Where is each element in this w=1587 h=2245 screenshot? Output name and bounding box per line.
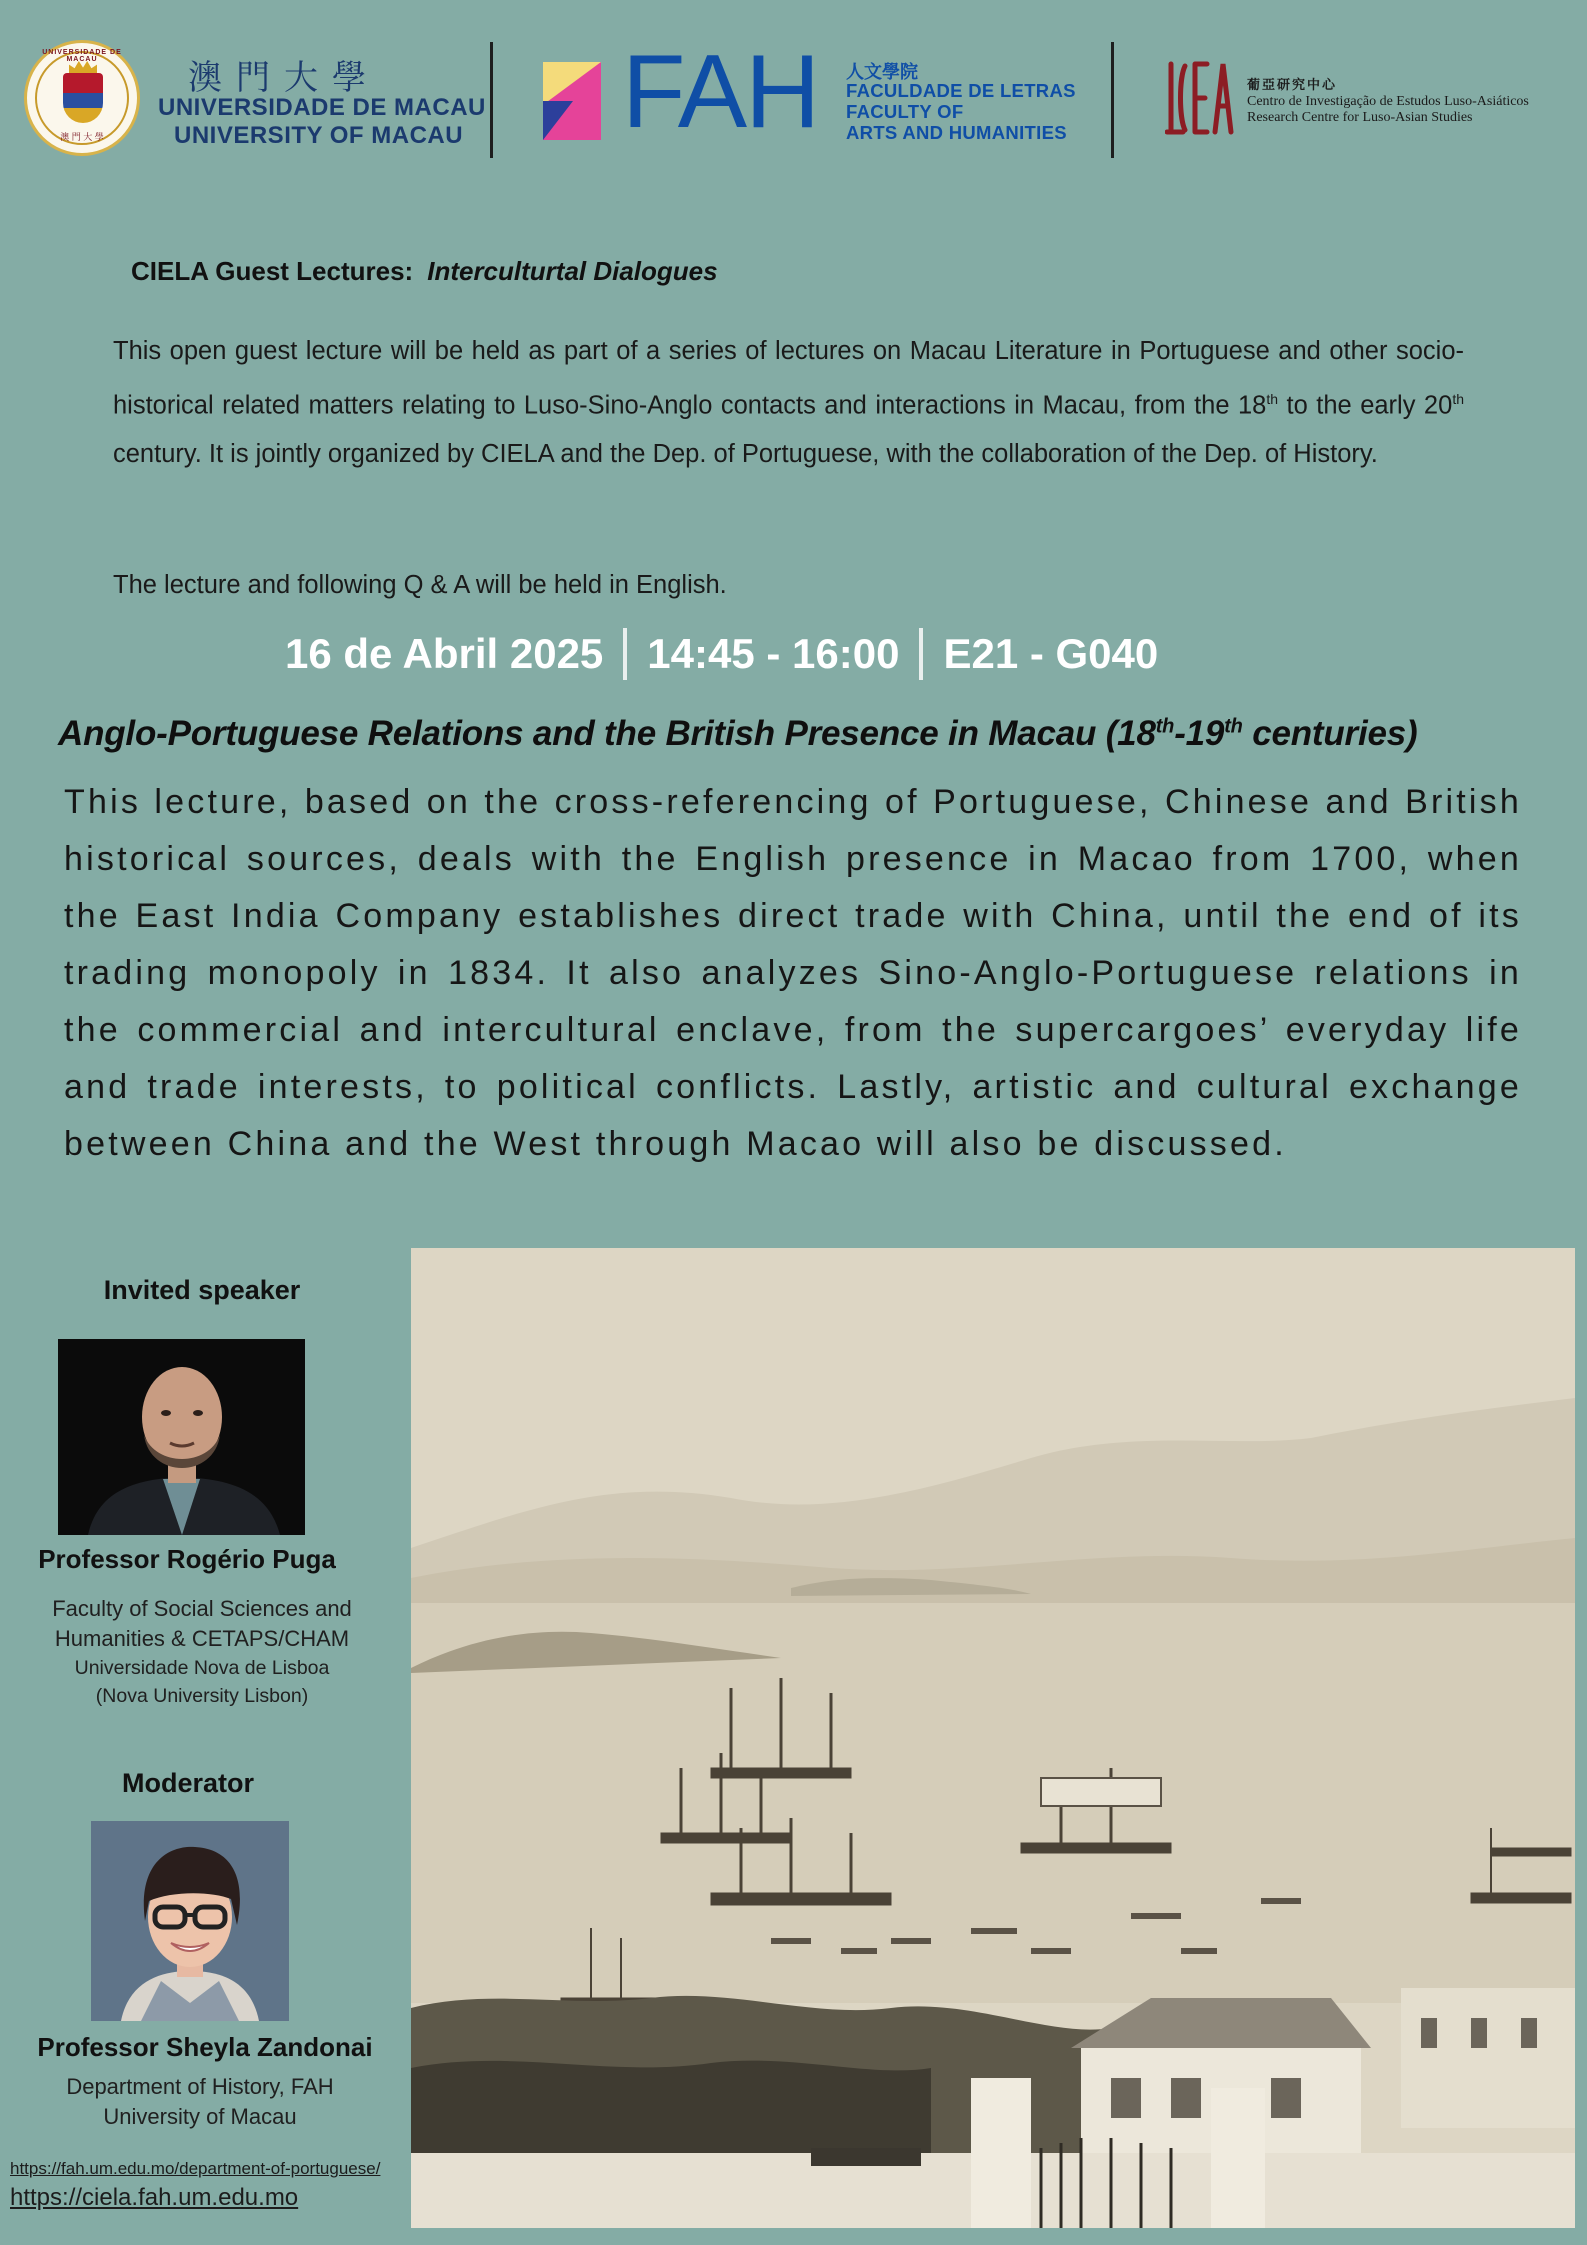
lecture-abstract: This lecture, based on the cross-referencing of Portuguese, Chinese and British historical sources, deals with the English presence in Macao from 1700, when the East India Company establishes direct trade with China, until the end of its trading monopoly in 1834. It also analyzes Sino-Anglo-Portuguese relations in the commercial and intercultural enclave, from the supercargoes’ everyday life and trade interests, to political conflicts. Lastly, artistic and cultural exchange between China and the West through Macao will also be discussed. [64, 783, 1522, 1163]
fah-name-english-1: FACULTY OF [846, 101, 964, 122]
portuguese-department-link[interactable]: https://fah.um.edu.mo/department-of-portuguese/ [10, 2159, 381, 2178]
speaker-aff-line: Humanities & CETAPS/CHAM [54, 1626, 350, 1651]
info-separator [919, 628, 923, 680]
moderator-label: Moderator [121, 1768, 254, 1798]
event-date: 16 de Abril 2025 [285, 630, 604, 677]
lecture-title [58, 714, 1418, 754]
ciela-logo-mark [1165, 58, 1237, 138]
language-note: The lecture and following Q & A will be held in English. [113, 571, 727, 599]
moderator-aff-line: University of Macau [103, 2104, 297, 2129]
event-time: 14:45 - 16:00 [647, 630, 900, 677]
header-divider [490, 42, 493, 158]
speaker-name: Professor Rogério Puga [38, 1544, 336, 1574]
seal-text-top: UNIVERSIDADE DE MACAU [42, 49, 122, 63]
title-sup: th [1224, 715, 1243, 738]
speaker-aff-line: (Nova University Lisbon) [95, 1685, 309, 1707]
fah-wordmark: FAH [622, 34, 819, 150]
title-text-b: -19 [1174, 714, 1225, 753]
title-text-a: Anglo-Portuguese Relations and the British Presence in Macau (18 [58, 714, 1156, 753]
speaker-aff-line: Faculty of Social Sciences and [52, 1596, 352, 1621]
series-label: CIELA Guest Lectures: [131, 256, 414, 286]
um-name-chinese: 澳門大學 [188, 58, 380, 98]
fah-name-english-2: ARTS AND HUMANITIES [846, 122, 1067, 143]
moderator-name: Professor Sheyla Zandonai [37, 2032, 373, 2062]
ciela-website-link[interactable]: https://ciela.fah.um.edu.mo [10, 2184, 299, 2211]
intro-text-c: century. It is jointly organized by CIELA and the Dep. of Portuguese, with the collaboration of the Dep. of History. [113, 439, 1378, 468]
speaker-photo [58, 1339, 305, 1535]
intro-text-a: This open guest lecture will be held as part of a series of lectures on Macau Literature in Portuguese and other socio-historical related matters relating to Luso-Sino-Anglo contacts and interactions in Macau, from the 18 [113, 337, 1464, 420]
um-name-english: UNIVERSITY OF MACAU [174, 122, 464, 149]
speaker-aff-line: Universidade Nova de Lisboa [74, 1657, 330, 1679]
um-name-portuguese: UNIVERSIDADE DE MACAU [158, 94, 486, 121]
moderator-aff-line: Department of History, FAH [66, 2074, 334, 2099]
series-name: Interculturtal Dialogues [427, 256, 718, 286]
event-venue: E21 - G040 [943, 630, 1159, 677]
fah-name-portuguese: FACULDADE DE LETRAS [846, 80, 1076, 101]
ciela-name-portuguese: Centro de Investigação de Estudos Luso-Asiáticos [1247, 94, 1529, 109]
ciela-name-english: Research Centre for Luso-Asian Studies [1247, 110, 1473, 125]
university-of-macau-seal-logo [24, 40, 140, 156]
lecture-series-heading [131, 256, 718, 287]
seal-text-bottom: 澳 門 大 學 [60, 132, 104, 142]
info-separator [623, 628, 627, 680]
event-info-bar [285, 624, 1158, 684]
moderator-affiliation [30, 2072, 370, 2132]
fah-name-chinese: 人文學院 [846, 62, 918, 83]
fah-logo-mark [543, 62, 601, 140]
intro-sup: th [1266, 391, 1279, 407]
moderator-photo [91, 1821, 289, 2021]
header-divider [1111, 42, 1114, 158]
macau-harbour-historical-photo [411, 1248, 1575, 2228]
title-text-c: centuries) [1242, 714, 1418, 753]
speaker-affiliation [22, 1594, 382, 1710]
title-sup: th [1155, 715, 1175, 738]
intro-text-b: to the early 20 [1278, 391, 1453, 420]
intro-paragraph [113, 327, 1464, 478]
ciela-name-chinese: 葡亞研究中心 [1247, 78, 1338, 93]
intro-sup: th [1452, 391, 1464, 407]
invited-speaker-label: Invited speaker [103, 1275, 301, 1305]
